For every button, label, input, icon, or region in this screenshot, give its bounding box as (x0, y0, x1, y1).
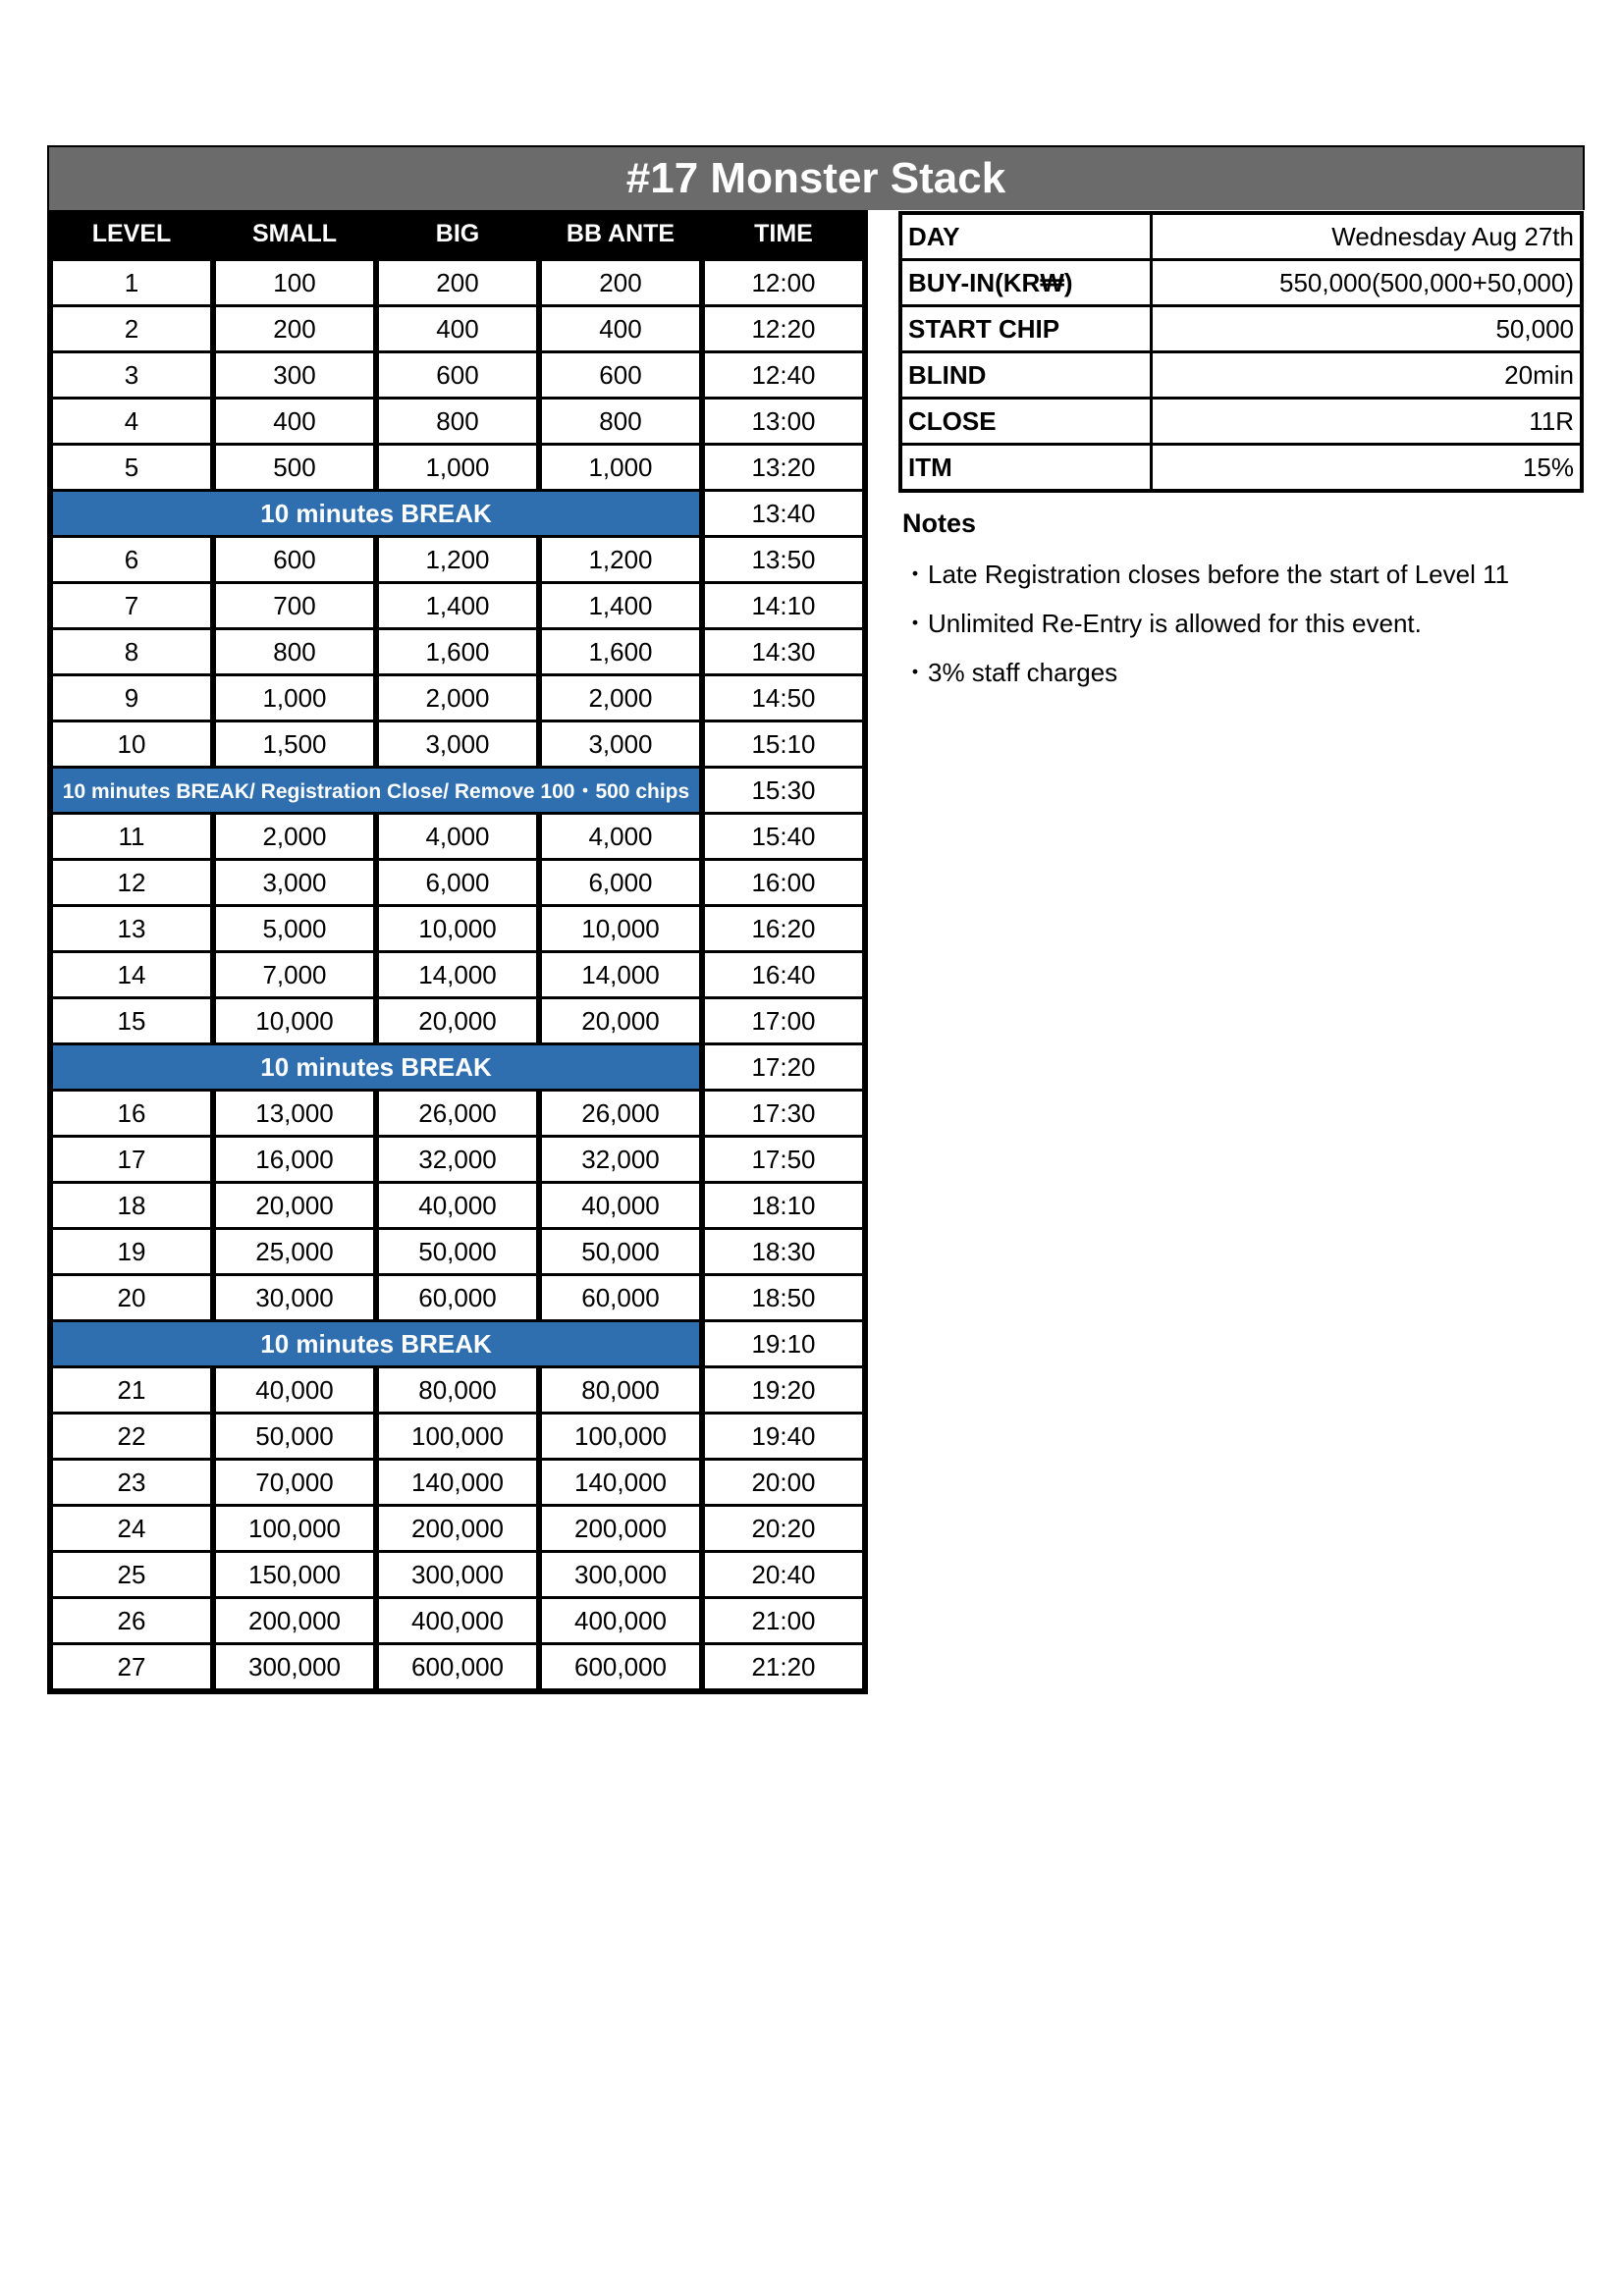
info-row (900, 399, 1582, 445)
info-key: BLIND (900, 352, 1152, 399)
level-cell: 1 (50, 258, 213, 307)
big-blind-cell: 40,000 (376, 1184, 539, 1230)
level-cell: 6 (50, 538, 213, 584)
small-blind-cell: 1,000 (213, 676, 376, 722)
bb-ante-cell: 600,000 (539, 1645, 702, 1691)
info-value: 20min (1152, 352, 1583, 399)
big-blind-cell: 80,000 (376, 1368, 539, 1415)
column-header-small: SMALL (213, 210, 376, 258)
time-cell: 20:40 (702, 1553, 865, 1599)
info-value: 50,000 (1152, 306, 1583, 352)
bb-ante-cell: 1,600 (539, 630, 702, 676)
level-cell: 17 (50, 1138, 213, 1184)
level-row (50, 1184, 865, 1230)
info-key: BUY-IN(KR₩) (900, 260, 1152, 306)
big-blind-cell: 1,200 (376, 538, 539, 584)
info-value: Wednesday Aug 27th (1152, 213, 1583, 260)
level-row (50, 676, 865, 722)
level-cell: 19 (50, 1230, 213, 1276)
note-item: ・Unlimited Re-Entry is allowed for this event. (902, 609, 1422, 638)
big-blind-cell: 600,000 (376, 1645, 539, 1691)
small-blind-cell: 25,000 (213, 1230, 376, 1276)
level-row (50, 861, 865, 907)
note-item: ・3% staff charges (902, 658, 1118, 687)
big-blind-cell: 6,000 (376, 861, 539, 907)
bb-ante-cell: 300,000 (539, 1553, 702, 1599)
time-cell: 19:40 (702, 1415, 865, 1461)
level-cell: 14 (50, 953, 213, 999)
small-blind-cell: 700 (213, 584, 376, 630)
info-row (900, 213, 1582, 260)
time-cell: 12:20 (702, 307, 865, 353)
level-row (50, 1368, 865, 1415)
info-row (900, 445, 1582, 492)
level-row (50, 446, 865, 492)
level-row (50, 953, 865, 999)
level-cell: 15 (50, 999, 213, 1045)
level-cell: 10 (50, 722, 213, 769)
small-blind-cell: 50,000 (213, 1415, 376, 1461)
level-row (50, 400, 865, 446)
small-blind-cell: 600 (213, 538, 376, 584)
big-blind-cell: 600 (376, 353, 539, 400)
big-blind-cell: 400 (376, 307, 539, 353)
small-blind-cell: 7,000 (213, 953, 376, 999)
bb-ante-cell: 800 (539, 400, 702, 446)
break-row (50, 1322, 865, 1368)
bb-ante-cell: 6,000 (539, 861, 702, 907)
level-row (50, 258, 865, 307)
level-row (50, 1507, 865, 1553)
level-cell: 2 (50, 307, 213, 353)
small-blind-cell: 100,000 (213, 1507, 376, 1553)
time-cell: 18:50 (702, 1276, 865, 1322)
break-label: 10 minutes BREAK (50, 1322, 702, 1368)
level-cell: 25 (50, 1553, 213, 1599)
level-cell: 24 (50, 1507, 213, 1553)
info-row (900, 352, 1582, 399)
info-value: 15% (1152, 445, 1583, 492)
note-item: ・Late Registration closes before the start of Level 11 (902, 560, 1510, 589)
event-title: #17 Monster Stack (47, 145, 1585, 210)
time-cell: 15:40 (702, 815, 865, 861)
bb-ante-cell: 1,200 (539, 538, 702, 584)
small-blind-cell: 40,000 (213, 1368, 376, 1415)
bb-ante-cell: 200 (539, 258, 702, 307)
bb-ante-cell: 26,000 (539, 1092, 702, 1138)
time-cell: 13:50 (702, 538, 865, 584)
time-cell: 14:50 (702, 676, 865, 722)
level-cell: 21 (50, 1368, 213, 1415)
big-blind-cell: 32,000 (376, 1138, 539, 1184)
bb-ante-cell: 3,000 (539, 722, 702, 769)
level-cell: 22 (50, 1415, 213, 1461)
level-cell: 23 (50, 1461, 213, 1507)
small-blind-cell: 20,000 (213, 1184, 376, 1230)
level-cell: 7 (50, 584, 213, 630)
time-cell: 12:40 (702, 353, 865, 400)
time-cell: 14:30 (702, 630, 865, 676)
bb-ante-cell: 140,000 (539, 1461, 702, 1507)
big-blind-cell: 300,000 (376, 1553, 539, 1599)
bb-ante-cell: 32,000 (539, 1138, 702, 1184)
info-key: START CHIP (900, 306, 1152, 352)
time-cell: 20:20 (702, 1507, 865, 1553)
big-blind-cell: 3,000 (376, 722, 539, 769)
time-cell: 12:00 (702, 258, 865, 307)
bb-ante-cell: 60,000 (539, 1276, 702, 1322)
big-blind-cell: 2,000 (376, 676, 539, 722)
small-blind-cell: 30,000 (213, 1276, 376, 1322)
small-blind-cell: 70,000 (213, 1461, 376, 1507)
break-label: 10 minutes BREAK (50, 1045, 702, 1092)
level-row (50, 815, 865, 861)
time-cell: 17:00 (702, 999, 865, 1045)
time-cell: 17:30 (702, 1092, 865, 1138)
level-cell: 3 (50, 353, 213, 400)
level-row (50, 999, 865, 1045)
level-row (50, 722, 865, 769)
notes-heading: Notes (902, 508, 977, 538)
column-header-level: LEVEL (50, 210, 213, 258)
level-row (50, 1415, 865, 1461)
break-label: 10 minutes BREAK/ Registration Close/ Remove 100・500 chips (50, 769, 702, 815)
small-blind-cell: 150,000 (213, 1553, 376, 1599)
big-blind-cell: 800 (376, 400, 539, 446)
info-key: CLOSE (900, 399, 1152, 445)
time-cell: 19:10 (702, 1322, 865, 1368)
level-cell: 12 (50, 861, 213, 907)
big-blind-cell: 1,400 (376, 584, 539, 630)
big-blind-cell: 26,000 (376, 1092, 539, 1138)
info-key: DAY (900, 213, 1152, 260)
level-cell: 26 (50, 1599, 213, 1645)
time-cell: 13:40 (702, 492, 865, 538)
small-blind-cell: 400 (213, 400, 376, 446)
level-row (50, 1553, 865, 1599)
small-blind-cell: 300 (213, 353, 376, 400)
big-blind-cell: 140,000 (376, 1461, 539, 1507)
time-cell: 16:20 (702, 907, 865, 953)
column-header-time: TIME (702, 210, 865, 258)
time-cell: 21:00 (702, 1599, 865, 1645)
info-value: 11R (1152, 399, 1583, 445)
time-cell: 17:20 (702, 1045, 865, 1092)
notes-section (902, 508, 1570, 702)
level-cell: 13 (50, 907, 213, 953)
small-blind-cell: 200 (213, 307, 376, 353)
bb-ante-cell: 4,000 (539, 815, 702, 861)
level-row (50, 1461, 865, 1507)
big-blind-cell: 20,000 (376, 999, 539, 1045)
level-cell: 16 (50, 1092, 213, 1138)
table-header-row (50, 210, 865, 258)
time-cell: 15:30 (702, 769, 865, 815)
level-cell: 20 (50, 1276, 213, 1322)
small-blind-cell: 16,000 (213, 1138, 376, 1184)
bb-ante-cell: 600 (539, 353, 702, 400)
level-row (50, 1276, 865, 1322)
small-blind-cell: 500 (213, 446, 376, 492)
time-cell: 16:00 (702, 861, 865, 907)
bb-ante-cell: 80,000 (539, 1368, 702, 1415)
big-blind-cell: 14,000 (376, 953, 539, 999)
small-blind-cell: 800 (213, 630, 376, 676)
level-row (50, 1230, 865, 1276)
time-cell: 18:10 (702, 1184, 865, 1230)
small-blind-cell: 300,000 (213, 1645, 376, 1691)
level-cell: 9 (50, 676, 213, 722)
big-blind-cell: 60,000 (376, 1276, 539, 1322)
time-cell: 21:20 (702, 1645, 865, 1691)
small-blind-cell: 10,000 (213, 999, 376, 1045)
event-info-table (898, 211, 1584, 493)
info-row (900, 260, 1582, 306)
big-blind-cell: 1,600 (376, 630, 539, 676)
level-row (50, 307, 865, 353)
bb-ante-cell: 40,000 (539, 1184, 702, 1230)
small-blind-cell: 3,000 (213, 861, 376, 907)
bb-ante-cell: 1,000 (539, 446, 702, 492)
small-blind-cell: 2,000 (213, 815, 376, 861)
bb-ante-cell: 20,000 (539, 999, 702, 1045)
time-cell: 13:00 (702, 400, 865, 446)
big-blind-cell: 200,000 (376, 1507, 539, 1553)
big-blind-cell: 4,000 (376, 815, 539, 861)
info-value: 550,000(500,000+50,000) (1152, 260, 1583, 306)
info-key: ITM (900, 445, 1152, 492)
level-cell: 27 (50, 1645, 213, 1691)
time-cell: 17:50 (702, 1138, 865, 1184)
break-row (50, 1045, 865, 1092)
small-blind-cell: 200,000 (213, 1599, 376, 1645)
big-blind-cell: 100,000 (376, 1415, 539, 1461)
bb-ante-cell: 2,000 (539, 676, 702, 722)
level-cell: 8 (50, 630, 213, 676)
small-blind-cell: 13,000 (213, 1092, 376, 1138)
level-row (50, 1645, 865, 1691)
time-cell: 20:00 (702, 1461, 865, 1507)
bb-ante-cell: 400,000 (539, 1599, 702, 1645)
bb-ante-cell: 100,000 (539, 1415, 702, 1461)
bb-ante-cell: 400 (539, 307, 702, 353)
level-cell: 18 (50, 1184, 213, 1230)
level-row (50, 353, 865, 400)
bb-ante-cell: 14,000 (539, 953, 702, 999)
big-blind-cell: 1,000 (376, 446, 539, 492)
bb-ante-cell: 10,000 (539, 907, 702, 953)
small-blind-cell: 5,000 (213, 907, 376, 953)
level-row (50, 1138, 865, 1184)
column-header-big: BIG (376, 210, 539, 258)
time-cell: 13:20 (702, 446, 865, 492)
time-cell: 19:20 (702, 1368, 865, 1415)
info-row (900, 306, 1582, 352)
level-row (50, 1599, 865, 1645)
bb-ante-cell: 50,000 (539, 1230, 702, 1276)
column-header-bb-ante: BB ANTE (539, 210, 702, 258)
time-cell: 16:40 (702, 953, 865, 999)
level-row (50, 907, 865, 953)
big-blind-cell: 10,000 (376, 907, 539, 953)
level-row (50, 630, 865, 676)
small-blind-cell: 100 (213, 258, 376, 307)
break-row (50, 769, 865, 815)
small-blind-cell: 1,500 (213, 722, 376, 769)
time-cell: 14:10 (702, 584, 865, 630)
big-blind-cell: 200 (376, 258, 539, 307)
notes-list (902, 555, 1570, 702)
blind-structure-table (47, 210, 868, 1694)
level-cell: 11 (50, 815, 213, 861)
big-blind-cell: 50,000 (376, 1230, 539, 1276)
break-label: 10 minutes BREAK (50, 492, 702, 538)
level-row (50, 584, 865, 630)
big-blind-cell: 400,000 (376, 1599, 539, 1645)
blind-table-body (50, 258, 865, 1691)
level-row (50, 538, 865, 584)
level-cell: 5 (50, 446, 213, 492)
break-row (50, 492, 865, 538)
time-cell: 18:30 (702, 1230, 865, 1276)
level-row (50, 1092, 865, 1138)
bb-ante-cell: 1,400 (539, 584, 702, 630)
bb-ante-cell: 200,000 (539, 1507, 702, 1553)
time-cell: 15:10 (702, 722, 865, 769)
level-cell: 4 (50, 400, 213, 446)
